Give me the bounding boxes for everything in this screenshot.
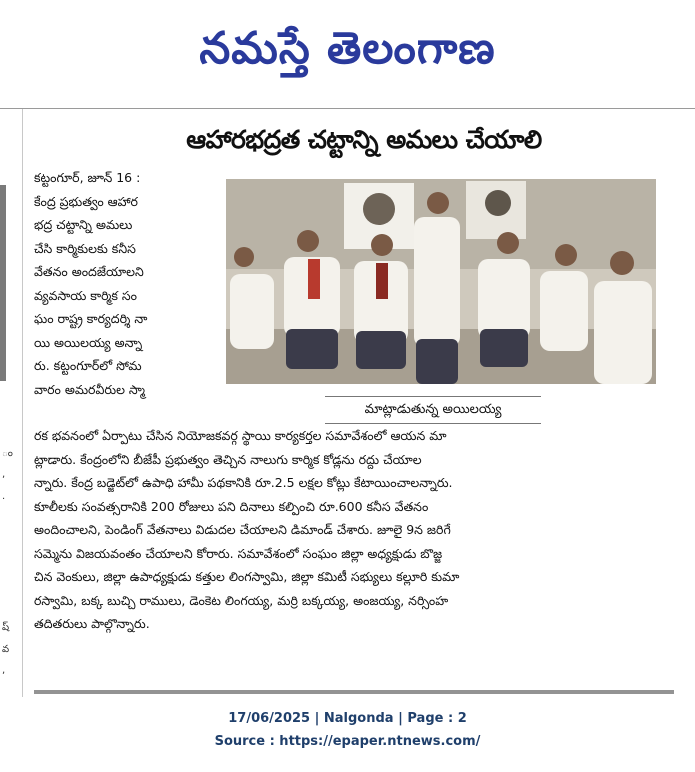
article-text-line: యి అయిలయ్య అన్నా xyxy=(34,334,143,350)
page-footer xyxy=(0,707,695,753)
adjacent-photo-edge xyxy=(0,185,6,381)
article-text-line: రస్వామి, బక్క బుచ్చి రాములు, డెంకెట లింగయ్య, మర్రి బక్కయ్య, అంజయ్య, నర్సింహ xyxy=(34,592,449,608)
newspaper-logo: నమస్తే తెలంగాణ xyxy=(199,23,496,74)
article-text-line: చిన వెంకులు, జిల్లా ఉపాధ్యక్షుడు కత్తుల లింగస్వామి, జిల్లా కమిటీ సభ్యులు కల్లూరి కుమా xyxy=(34,569,460,584)
article-text-line: సమ్మెను విజయవంతం చేయాలని కోరారు. సమావేశంలో సంఘం జిల్లా అధ్యక్షుడు బొజ్జ xyxy=(34,545,443,561)
adjacent-text-fragment: , xyxy=(2,665,6,676)
article-photo xyxy=(226,179,656,384)
article-body-column xyxy=(34,166,220,401)
adjacent-text-fragment: , xyxy=(2,469,6,480)
meeting-photo-illustration xyxy=(226,179,656,384)
article-text-line: ట్లాడారు. కేంద్రంలోని బీజేపీ ప్రభుత్వం తెచ్చిన నాలుగు కార్మిక కోడ్లను రద్దు చేయాల xyxy=(34,451,422,467)
article-text-line: వేతనం అందజేయాలని xyxy=(34,264,144,279)
adjacent-text-fragment: ం xyxy=(2,448,13,459)
article-text-line: రు. కట్టంగూర్‌లో సోమ xyxy=(34,358,142,373)
photo-caption: మాట్లాడుతున్న అయిలయ్య xyxy=(325,396,541,424)
article-text-line: కేంద్ర ప్రభుత్వం ఆహార xyxy=(34,193,138,209)
article-body-full-width xyxy=(34,424,684,636)
article-text-line: చేసి కార్మికులకు కనీస xyxy=(34,240,136,256)
article-text-line: ఘం రాష్ట్ర కార్యదర్శి నా xyxy=(34,311,148,326)
article-text-line: వ్యవసాయ కార్మిక సం xyxy=(34,287,137,303)
adjacent-article-edge xyxy=(0,109,23,697)
article-text-line: కూలీలకు సంవత్సరానికి 200 రోజులు పని దినాలు కల్పించి రూ.600 కనీస వేతనం xyxy=(34,498,429,514)
adjacent-text-fragment: వ xyxy=(2,644,10,655)
masthead xyxy=(0,0,695,108)
adjacent-text-fragment: . xyxy=(2,491,6,502)
article-text-line: రక భవనంలో ఏర్పాటు చేసిన నియోజకవర్గ స్థాయి కార్యకర్తల సమావేశంలో ఆయన మా xyxy=(34,428,447,443)
adjacent-text-fragment: ష్ xyxy=(2,622,10,633)
next-article-edge xyxy=(34,690,674,694)
article-text-line: కట్టంగూర్, జూన్ 16 : xyxy=(34,170,141,185)
article-text-line: అందించాలని, పెండింగ్ వేతనాలు విడుదల చేయాలని డిమాండ్ చేశారు. జూలై 9న జరిగే xyxy=(34,522,451,537)
publication-info: 17/06/2025 | Nalgonda | Page : 2 xyxy=(228,711,467,726)
article-headline: ఆహారభద్రత చట్టాన్ని అమలు చేయాలి xyxy=(186,125,542,154)
masthead-divider xyxy=(0,108,695,109)
article-text-line: న్నారు. కేంద్ర బడ్జెట్‌లో ఉపాధి హామీ పథకానికి రూ.2.5 లక్షల కోట్లు కేటాయించాలన్నారు. xyxy=(34,475,453,490)
article-text-line: తదితరులు పాల్గొన్నారు. xyxy=(34,616,150,631)
article-text-line: భద్ర చట్టాన్ని అమలు xyxy=(34,217,133,232)
article-text-line: వారం అమరవీరుల స్మా xyxy=(34,381,145,397)
source-link[interactable]: Source : https://epaper.ntnews.com/ xyxy=(214,734,481,749)
